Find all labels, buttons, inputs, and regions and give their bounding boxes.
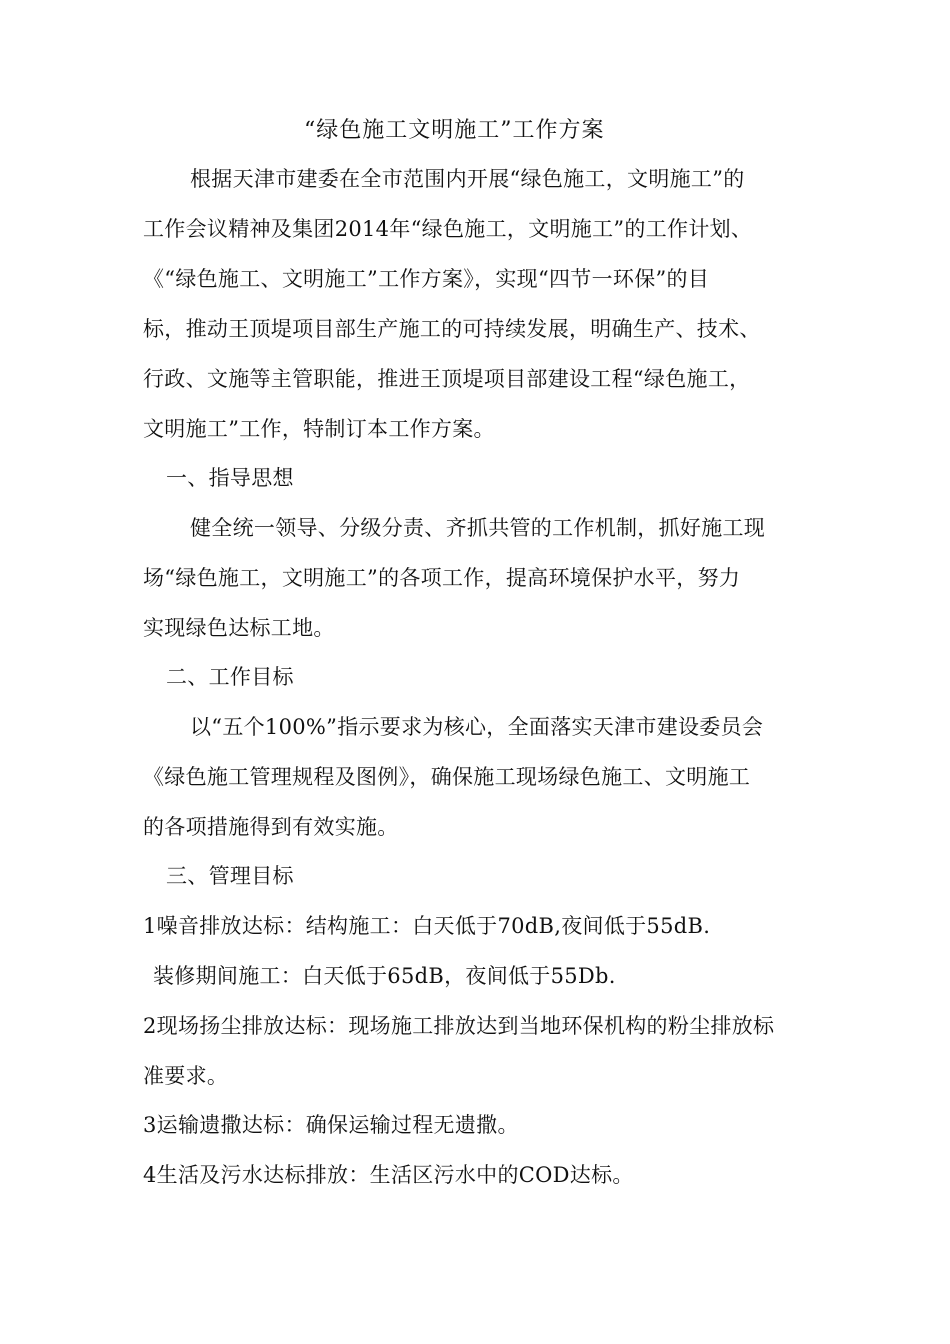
section-2-line-2: 《绿色施工管理规程及图例》，确保施工现场绿色施工、文明施工 (143, 765, 751, 789)
document-title: “绿色施工文明施工”工作方案 (304, 118, 605, 143)
intro-line-6: 文明施工”工作，特制订本工作方案。 (143, 417, 495, 441)
section-2-line-1: 以“五个100%”指示要求为核心，全面落实天津市建设委员会 (190, 715, 764, 739)
section-3-heading: 三、管理目标 (166, 864, 294, 888)
intro-line-4: 标，推动王顶堤项目部生产施工的可持续发展，明确生产、技术、 (143, 317, 761, 341)
section-1-line-1: 健全统一领导、分级分责、齐抓共管的工作机制，抓好施工现 (190, 516, 766, 540)
intro-line-1: 根据天津市建委在全市范围内开展“绿色施工，文明施工”的 (190, 167, 745, 191)
section-3-item-2-cont: 准要求。 (143, 1064, 229, 1088)
section-3-item-1-cont: 装修期间施工：白天低于65dB，夜间低于55Db. (153, 964, 616, 988)
section-2-heading: 二、工作目标 (166, 665, 294, 689)
section-3-item-4: 4生活及污水达标排放：生活区污水中的COD达标。 (143, 1163, 634, 1187)
section-3-item-3: 3运输遗撒达标：确保运输过程无遗撒。 (143, 1113, 519, 1137)
intro-line-3: 《“绿色施工、文明施工”工作方案》，实现“四节一环保”的目 (143, 267, 710, 291)
section-1-heading: 一、指导思想 (166, 466, 294, 490)
section-3-item-1: 1噪音排放达标：结构施工：白天低于70dB,夜间低于55dB. (143, 914, 711, 938)
section-1-line-2: 场“绿色施工，文明施工”的各项工作，提高环境保护水平，努力 (143, 566, 741, 590)
section-3-item-2: 2现场扬尘排放达标：现场施工排放达到当地环保机构的粉尘排放标 (143, 1014, 775, 1038)
intro-line-2: 工作会议精神及集团2014年“绿色施工，文明施工”的工作计划、 (143, 217, 753, 241)
section-2-line-3: 的各项措施得到有效实施。 (143, 815, 399, 839)
intro-line-5: 行政、文施等主管职能，推进王顶堤项目部建设工程“绿色施工， (143, 367, 751, 391)
section-1-line-3: 实现绿色达标工地。 (143, 616, 335, 640)
